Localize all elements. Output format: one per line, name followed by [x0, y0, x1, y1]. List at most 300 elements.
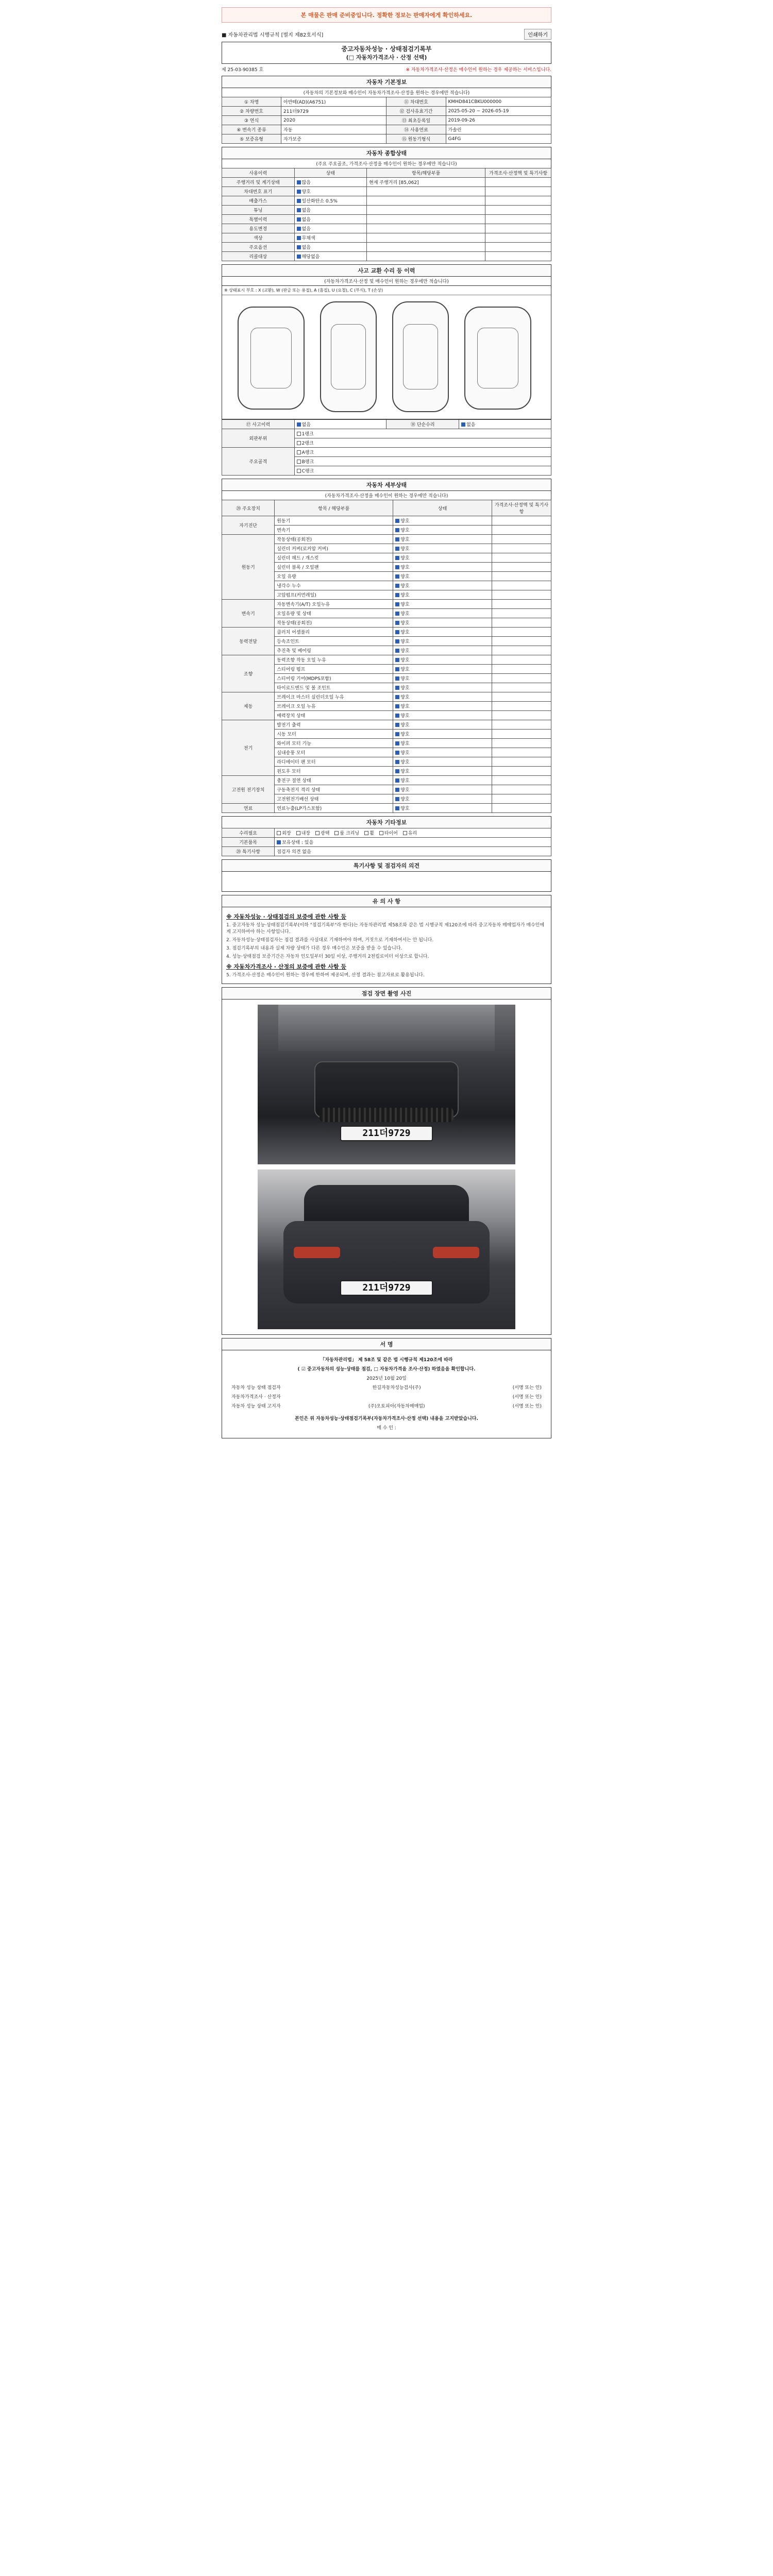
checkbox-checked [395, 723, 399, 727]
checkbox [297, 460, 301, 464]
state-value: 양호 [400, 723, 410, 728]
state-value: 양호 [400, 778, 410, 784]
item-label: 고전원전기배선 상태 [275, 794, 393, 804]
state-cell [294, 215, 367, 224]
price-cell [492, 600, 551, 609]
column-header: ⑳ 주요장치 [222, 500, 275, 516]
checkbox-checked [395, 676, 399, 681]
item-state [393, 646, 492, 655]
doc-meta [222, 66, 551, 73]
note-cell [367, 252, 485, 261]
car-diagram [222, 285, 551, 419]
sign-row [231, 1402, 542, 1411]
checkbox-checked [395, 612, 399, 616]
basic-label: ⑫ 검사유효기간 [386, 107, 446, 116]
price-cell [492, 720, 551, 730]
item-label: 작동상태(공회전) [275, 618, 393, 628]
sign-label: 자동차 성능 상태 점검자 [231, 1385, 281, 1391]
checkbox-checked [297, 208, 301, 212]
item-state [393, 683, 492, 692]
state-value: 양호 [400, 574, 410, 580]
state-value: 양호 [400, 584, 410, 589]
table-row [222, 516, 551, 526]
table-row [222, 224, 551, 233]
item-state [393, 618, 492, 628]
option-item: 룸 크리닝 [340, 831, 360, 836]
option-item: 내장 [301, 831, 311, 836]
price-cell [492, 739, 551, 748]
price-cell [485, 252, 551, 261]
price-cell [492, 665, 551, 674]
page-subtitle: (□ 자동차가격조사 · 산정 선택) [346, 54, 427, 61]
state-value: 양호 [400, 639, 410, 645]
table-row [222, 125, 551, 134]
column-header: 사용이력 [222, 168, 295, 178]
basic-value: 2020 [281, 116, 386, 125]
price-cell [485, 233, 551, 243]
item-state [393, 535, 492, 544]
checkbox-checked [297, 236, 301, 240]
checkbox-checked [395, 639, 399, 643]
state-value: 양호 [400, 593, 410, 598]
table-row [222, 187, 551, 196]
column-header: 항목/해당부품 [367, 168, 485, 178]
item-label: 실린더 커버(로커암 커버) [275, 544, 393, 553]
item-state [393, 739, 492, 748]
table-row [222, 600, 551, 609]
device-label: 연료 [222, 804, 275, 813]
item-state [393, 655, 492, 665]
rank-label: C랭크 [301, 469, 314, 474]
basic-label: ⑤ 보증유형 [222, 134, 281, 144]
notice-line: 1. 중고자동차 성능·상태점검기록부(이하 "점검기록부"라 한다)는 자동차관리법 제58조와 같은 법 시행규칙 제120조에 따라 중고자동차 매매업자가 매수인에게 고지하여야 하는 사항입니다. [226, 923, 545, 935]
table-row [222, 692, 551, 702]
state-value: 양호 [400, 649, 410, 654]
checkbox-checked [395, 686, 399, 690]
doc-warning: ※ 자동차가격조사·산정은 매수인이 원하는 경우 제공하는 서비스입니다. [406, 67, 551, 73]
section-general-status: 자동차 종합상태 [222, 147, 551, 159]
option-item: 외장 [282, 831, 291, 836]
state-cell [294, 196, 367, 206]
law-line: 「자동차관리법」 제 58조 및 같은 법 시행규칙 제120조에 따라 [320, 1358, 453, 1363]
basic-value: 2025-05-20 ~ 2026-05-19 [446, 107, 551, 116]
repair-value: 없음 [466, 422, 476, 428]
price-cell [492, 516, 551, 526]
checkbox-checked [297, 255, 301, 259]
car-right-side-icon [464, 307, 531, 410]
price-cell [492, 563, 551, 572]
section-accident: 사고 교환 수리 등 이력 [222, 264, 551, 276]
item-label: 추진축 및 베어링 [275, 646, 393, 655]
basic-info-table [222, 97, 551, 144]
device-label: 변속기 [222, 600, 275, 628]
state-value: 양호 [400, 760, 410, 765]
state-value: 양호 [400, 612, 410, 617]
item-state [393, 711, 492, 720]
checkbox-checked [395, 649, 399, 653]
basic-label: ⑬ 최초등록일 [386, 116, 446, 125]
section-detail-sub: (자동차가격조사·산정을 매수인이 원하는 경우에만 적습니다) [222, 490, 551, 500]
sign-row [231, 1383, 542, 1393]
state-value: 양호 [400, 621, 410, 626]
item-label: 스티어링 기어(MDPS포함) [275, 674, 393, 683]
item-state [393, 692, 492, 702]
item-state [393, 581, 492, 590]
form-label: ■ 자동차관리법 시행규칙 [별지 제82호서식] [222, 32, 324, 38]
checkbox [277, 831, 281, 835]
row-label: 튜닝 [222, 206, 295, 215]
car-left-side-icon [238, 307, 305, 410]
section-opinion: 특기사항 및 점검자의 의견 [222, 859, 551, 871]
item-label: 시동 모터 [275, 730, 393, 739]
state-value: 양호 [400, 602, 410, 607]
state-value: 무채색 [301, 236, 315, 241]
note-cell [367, 187, 485, 196]
checkbox [315, 831, 320, 835]
item-label: 고압펌프(커먼레일) [275, 590, 393, 600]
price-cell [492, 702, 551, 711]
checkbox-checked [395, 547, 399, 551]
doc-number: 제 25-03-90385 호 [222, 67, 264, 73]
checkbox-checked [395, 519, 399, 523]
price-cell [492, 711, 551, 720]
checkbox [334, 831, 339, 835]
table-row [222, 252, 551, 261]
table-row [222, 535, 551, 544]
print-button[interactable]: 인쇄하기 [524, 29, 551, 40]
basic-label: ⑭ 사용연료 [386, 125, 446, 134]
rank-label: 2랭크 [301, 441, 314, 446]
price-cell [492, 553, 551, 563]
checkbox-checked [395, 621, 399, 625]
price-cell [492, 730, 551, 739]
basic-value: 가솔린 [446, 125, 551, 134]
row-label: 특별이력 [222, 215, 295, 224]
row-label: ⑳ 특기사항 [222, 847, 275, 856]
price-cell [485, 178, 551, 187]
item-state [393, 767, 492, 776]
item-label: 냉각수 누수 [275, 581, 393, 590]
item-state [393, 702, 492, 711]
checkbox-checked [297, 422, 301, 427]
basic-label: ④ 변속기 종류 [222, 125, 281, 134]
device-label: 원동기 [222, 535, 275, 600]
license-plate: 211더9729 [340, 1280, 433, 1296]
basic-value: 2019-09-26 [446, 116, 551, 125]
signature-box [222, 1350, 551, 1438]
notice-line: 3. 점검기록부의 내용과 실제 차량 상태가 다른 경우 매수인은 보증을 받을 수 있습니다. [226, 946, 402, 951]
section-accident-sub: (자동차가격조사·산정 및 매수인이 원하는 경우에만 적습니다) [222, 276, 551, 285]
checkbox-checked [297, 180, 301, 184]
state-value: 양호 [400, 769, 410, 774]
item-label: 발전기 출력 [275, 720, 393, 730]
price-cell [485, 224, 551, 233]
checkbox-checked [277, 840, 281, 844]
item-label: 원동기 [275, 516, 393, 526]
table-row [222, 828, 551, 838]
notice-line: 4. 성능·상태점검 보증기간은 자동차 인도일부터 30일 이상, 주행거리 2천킬로미터 이상으로 합니다. [226, 954, 429, 959]
item-label: 와이퍼 모터 기능 [275, 739, 393, 748]
item-state [393, 785, 492, 794]
opinion-box [222, 871, 551, 892]
checkbox-checked [395, 602, 399, 606]
table-row [222, 776, 551, 785]
table-header-row [222, 500, 551, 516]
option-item: 광택 [321, 831, 330, 836]
price-cell [492, 767, 551, 776]
price-cell [492, 609, 551, 618]
checkbox-checked [395, 704, 399, 708]
state-value: 양호 [400, 695, 410, 700]
state-value: 양호 [400, 797, 410, 802]
price-cell [492, 692, 551, 702]
note-cell [367, 233, 485, 243]
row-label: 주요옵션 [222, 243, 295, 252]
table-row [222, 804, 551, 813]
note-cell [367, 206, 485, 215]
checkbox-checked [395, 788, 399, 792]
repair-items [275, 828, 551, 838]
price-cell [492, 526, 551, 535]
state-value: 양호 [400, 630, 410, 635]
state-value: 양호 [400, 676, 410, 682]
item-label: 실내송풍 모터 [275, 748, 393, 757]
table-row [222, 233, 551, 243]
table-row [222, 215, 551, 224]
price-cell [485, 196, 551, 206]
item-label: 스티어링 펌프 [275, 665, 393, 674]
item-state [393, 804, 492, 813]
accident-label: ⑰ 사고이력 [222, 420, 295, 429]
sign-label: 자동차가격조사 · 산정자 [231, 1395, 281, 1400]
state-value: 양호 [400, 806, 410, 811]
basic-label: ③ 연식 [222, 116, 281, 125]
column-header: 상태 [294, 168, 367, 178]
car-top-icon [320, 301, 377, 412]
notice-line: 5. 가격조사·산정은 매수인이 원하는 경우에 한하여 제공되며, 산정 결과는 참고자료로 활용됩니다. [226, 973, 425, 978]
sign-seal: (서명 또는 인) [512, 1404, 542, 1409]
checkbox-checked [395, 528, 399, 532]
item-state [393, 776, 492, 785]
license-plate: 211더9729 [340, 1126, 433, 1141]
sign-value: 한길자동차성능검사(주) [372, 1385, 421, 1391]
checkbox [297, 450, 301, 454]
price-cell [492, 785, 551, 794]
notice-banner: 본 매물은 판매 준비중입니다. 정확한 정보는 판매자에게 확인하세요. [222, 7, 551, 23]
rank-label: 1랭크 [301, 432, 314, 437]
table-row [222, 178, 551, 187]
checkbox-checked [395, 760, 399, 764]
item-label: 등속조인트 [275, 637, 393, 646]
state-value: 양호 [400, 714, 410, 719]
price-cell [485, 187, 551, 196]
item-label: 변속기 [275, 526, 393, 535]
note-cell [367, 196, 485, 206]
item-state [393, 637, 492, 646]
state-value: 양호 [400, 704, 410, 709]
sign-label: 자동차 성능 상태 고지자 [231, 1404, 281, 1409]
state-value: 양호 [400, 667, 410, 672]
price-cell [492, 674, 551, 683]
item-state [393, 674, 492, 683]
state-cell [294, 243, 367, 252]
checkbox [296, 831, 300, 835]
notice-heading: ※ 자동차성능 · 상태점검의 보증에 관한 사항 등 [226, 913, 346, 920]
checkbox-checked [395, 732, 399, 736]
table-row [222, 655, 551, 665]
item-label: 클러치 어셈블리 [275, 628, 393, 637]
notice-line: 2. 자동차성능·상태점검자는 점검 결과를 사실대로 기재하여야 하며, 거짓으로 기재하여서는 안 됩니다. [226, 938, 434, 943]
state-cell [294, 178, 367, 187]
law-line-2: ( ☑ 중고자동차의 성능·상태를 점검, □ 자동차가격을 조사·산정) 하였음을 확인합니다. [297, 1367, 476, 1372]
checkbox-checked [395, 778, 399, 783]
table-row [222, 628, 551, 637]
price-cell [492, 618, 551, 628]
state-cell [294, 187, 367, 196]
basic-label: ② 차량번호 [222, 107, 281, 116]
price-cell [492, 628, 551, 637]
detail-body [222, 516, 551, 813]
item-label: 오일유량 및 상태 [275, 609, 393, 618]
section-notice: 유 의 사 항 [222, 895, 551, 907]
rank-label: B랭크 [301, 460, 314, 465]
item-state [393, 590, 492, 600]
note-cell [367, 243, 485, 252]
checkbox-checked [395, 695, 399, 699]
table-row [222, 243, 551, 252]
car-bottom-icon [392, 301, 449, 412]
table-row [222, 107, 551, 116]
basic-value: 아반떼(AD)(A6751) [281, 97, 386, 107]
frame-label: 주요골격 [222, 448, 295, 476]
footer-note: 본인은 위 자동차성능·상태점검기록부(자동차가격조사·산정 선택) 내용을 고지받았습니다. [295, 1416, 478, 1421]
note-cell: 현재 주행거리 [85,062] [367, 178, 485, 187]
checkbox [364, 831, 368, 835]
item-state [393, 609, 492, 618]
price-cell [492, 748, 551, 757]
section-signature: 서 명 [222, 1338, 551, 1350]
item-label: 구동축전지 격리 상태 [275, 785, 393, 794]
item-label: 작동상태(공회전) [275, 535, 393, 544]
item-state [393, 572, 492, 581]
item-label: 동력조향 작동 오일 누유 [275, 655, 393, 665]
note-cell [367, 224, 485, 233]
price-cell [485, 243, 551, 252]
item-state [393, 553, 492, 563]
checkbox-checked [297, 199, 301, 203]
row-label: 색상 [222, 233, 295, 243]
section-options: 자동차 기타정보 [222, 816, 551, 828]
item-state [393, 544, 492, 553]
device-label: 자기진단 [222, 516, 275, 535]
general-status-table [222, 168, 551, 261]
column-header: 항목 / 해당부품 [275, 500, 393, 516]
state-value: 양호 [400, 528, 410, 533]
section-detail: 자동차 세부상태 [222, 479, 551, 490]
item-state [393, 720, 492, 730]
checkbox-checked [395, 714, 399, 718]
state-value: 없음 [301, 245, 311, 250]
engine-photo [258, 1005, 515, 1164]
price-cell [492, 757, 551, 767]
section-general-sub: (주요 주요골조, 가격조사·산정을 매수인이 원하는 경우에만 적습니다) [222, 159, 551, 168]
detail-table [222, 500, 551, 813]
page-title: 중고자동차성능 · 상태점검기록부 [341, 45, 432, 53]
item-label: 타이로드엔드 및 볼 조인트 [275, 683, 393, 692]
state-value: 양호 [400, 788, 410, 793]
item-label: 실린더 블록 / 오일팬 [275, 563, 393, 572]
state-value: 일산화탄소 0.5% [301, 199, 338, 204]
item-label: 충전구 절연 상태 [275, 776, 393, 785]
price-cell [492, 683, 551, 692]
price-cell [492, 655, 551, 665]
basic-value: 211더9729 [281, 107, 386, 116]
checkbox-checked [297, 217, 301, 222]
basic-label: ⑪ 차대번호 [386, 97, 446, 107]
device-label: 동력전달 [222, 628, 275, 655]
price-cell [492, 581, 551, 590]
item-label: 브레이크 마스터 실린더오일 누유 [275, 692, 393, 702]
price-cell [492, 776, 551, 785]
table-row [222, 720, 551, 730]
sign-row [231, 1393, 542, 1402]
item-label: 브레이크 오일 누유 [275, 702, 393, 711]
item-label: 배력장치 상태 [275, 711, 393, 720]
state-value: 양호 [400, 547, 410, 552]
checkbox-checked [395, 574, 399, 579]
notice-box [222, 907, 551, 984]
item-label: 연료누출(LP가스포함) [275, 804, 393, 813]
checkbox-checked [395, 658, 399, 662]
item-state [393, 526, 492, 535]
table-row [222, 97, 551, 107]
sign-value: (주)오토피아(자동차매매업) [368, 1404, 425, 1409]
price-cell [485, 206, 551, 215]
state-value: 양호 [400, 556, 410, 561]
note-cell [367, 215, 485, 224]
device-label: 전기 [222, 720, 275, 776]
state-value: 양호 [400, 741, 410, 747]
row-value: 보유상태 : 있음 [282, 840, 314, 845]
item-label: 윈도우 모터 [275, 767, 393, 776]
checkbox-checked [395, 593, 399, 597]
state-value: 없음 [301, 208, 311, 213]
accident-table [222, 419, 551, 476]
item-state [393, 516, 492, 526]
notice-heading: ※ 자동차가격조사 · 산정의 보증에 관한 사항 등 [226, 963, 346, 970]
state-cell [294, 206, 367, 215]
item-state [393, 730, 492, 739]
checkbox [297, 469, 301, 473]
table-row [222, 116, 551, 125]
outer-label: 외판부위 [222, 429, 295, 448]
checkbox-checked [395, 806, 399, 810]
device-label: 고전원 전기장치 [222, 776, 275, 804]
accident-value: 없음 [301, 422, 311, 428]
price-cell [492, 590, 551, 600]
table-row [222, 420, 551, 429]
row-label: 배출가스 [222, 196, 295, 206]
checkbox-checked [461, 422, 465, 427]
checkbox-checked [297, 245, 301, 249]
checkbox-checked [297, 227, 301, 231]
checkbox-checked [395, 667, 399, 671]
item-label: 라디에이터 팬 모터 [275, 757, 393, 767]
option-item: 타이어 [384, 831, 398, 836]
row-label: 용도변경 [222, 224, 295, 233]
device-label: 제동 [222, 692, 275, 720]
table-row [222, 196, 551, 206]
